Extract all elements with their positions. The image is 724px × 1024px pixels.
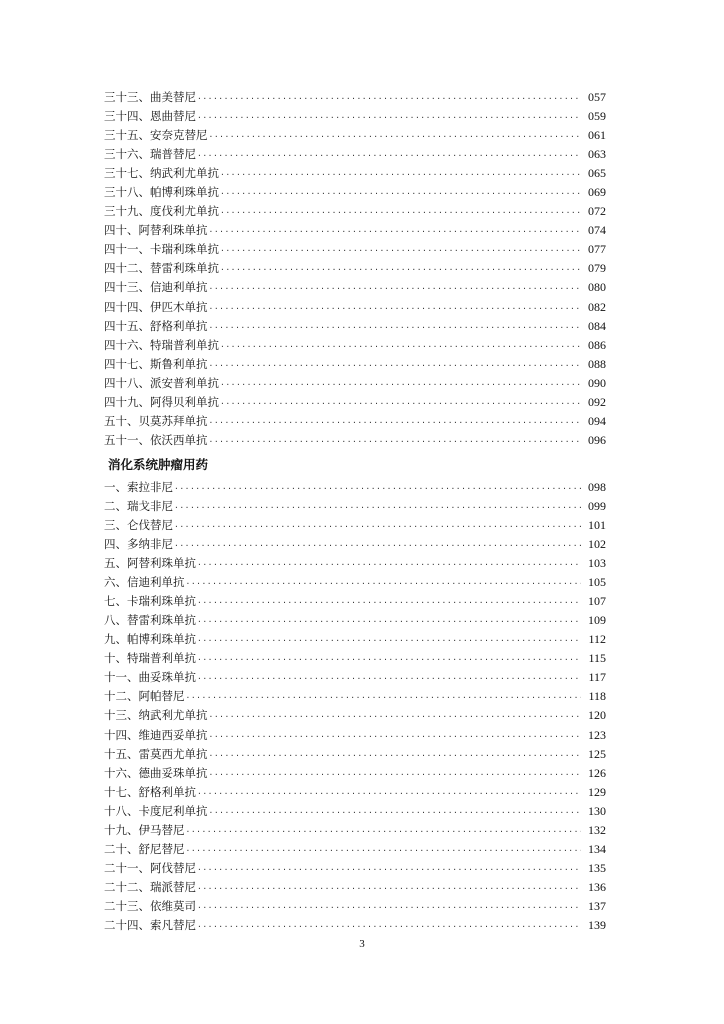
toc-entry[interactable] [104,611,606,630]
toc-entry[interactable] [104,478,606,497]
toc-entry-page: 088 [588,356,606,371]
dot-leader [186,574,582,593]
toc-entry[interactable] [104,298,606,317]
toc-entry[interactable] [104,649,606,668]
dot-leader [220,241,581,260]
toc-entry-title: 四十、阿替利珠单抗 [104,223,208,238]
toc-entry-page: 126 [588,765,606,780]
toc-entry[interactable] [104,821,606,840]
toc-entry-title: 四十九、阿得贝利单抗 [104,394,219,409]
toc-entry[interactable] [104,897,606,916]
toc-entry-title: 三十五、安奈克替尼 [104,128,208,143]
toc-entry-page: 072 [588,204,606,219]
toc-entry[interactable] [104,259,606,278]
dot-leader [209,432,582,451]
toc-entry-title: 十八、卡度尼利单抗 [104,803,208,818]
toc-entry[interactable] [104,630,606,649]
toc-entry-title: 四十五、舒格利单抗 [104,318,208,333]
toc-entry-title: 三十七、纳武利尤单抗 [104,166,219,181]
dot-leader [220,165,581,184]
toc-entry-page: 074 [588,223,606,238]
toc-entry[interactable] [104,355,606,374]
toc-entry-page: 096 [588,432,606,447]
toc-entry-title: 二十三、依维莫司 [104,898,196,913]
dot-leader [197,669,581,688]
toc-entry-page: 094 [588,413,606,428]
toc-entry[interactable] [104,687,606,706]
toc-entry[interactable] [104,126,606,145]
toc-entry[interactable] [104,317,606,336]
toc-entry-page: 132 [588,822,606,837]
dot-leader [174,479,581,498]
toc-entry[interactable] [104,840,606,859]
toc-entry-title: 八、替雷利珠单抗 [104,613,196,628]
toc-entry-title: 十六、德曲妥珠单抗 [104,765,208,780]
toc-entry-title: 九、帕博利珠单抗 [104,632,196,647]
toc-entry[interactable] [104,431,606,450]
dot-leader [174,498,581,517]
toc-entry-page: 107 [588,594,606,609]
toc-entry-page: 103 [588,556,606,571]
toc-entry-page: 139 [588,917,606,932]
toc-entry[interactable] [104,764,606,783]
toc-entry-title: 三十三、曲美替尼 [104,90,196,104]
dot-leader [209,765,582,784]
dot-leader [209,222,582,241]
toc-entry[interactable] [104,393,606,412]
dot-leader [220,184,581,203]
page-number: 3 [359,938,365,950]
toc-entry-page: 065 [588,166,606,181]
dot-leader [209,707,582,726]
toc-entry-title: 五十、贝莫苏拜单抗 [104,413,208,428]
toc-entry-title: 五、阿替利珠单抗 [104,556,196,571]
toc-entry-page: 123 [588,727,606,742]
toc-entry-title: 十九、伊马替尼 [104,822,185,837]
dot-leader [209,318,582,337]
toc-entry[interactable] [104,783,606,802]
toc-entry-page: 077 [588,242,606,257]
section-heading: 消化系统肿瘤用药 [108,456,209,472]
dot-leader [197,612,581,631]
toc-entry[interactable] [104,592,606,611]
toc-entry-page: 057 [588,90,606,104]
toc-entry-page: 082 [588,299,606,314]
toc-entry[interactable] [104,916,606,935]
toc-entry[interactable] [104,516,606,535]
toc-entry[interactable] [104,374,606,393]
toc-entry-page: 115 [588,651,606,666]
toc-entry-page: 109 [588,613,606,628]
toc-entry-title: 十四、维迪西妥单抗 [104,727,208,742]
dot-leader [220,375,581,394]
dot-leader [197,898,581,917]
dot-leader [186,688,582,707]
dot-leader [209,413,582,432]
dot-leader [220,394,581,413]
toc-entry[interactable] [104,535,606,554]
dot-leader [197,784,581,803]
toc-entry-page: 102 [588,537,606,552]
toc-part-2 [104,478,606,935]
toc-entry-title: 三十六、瑞普替尼 [104,147,196,162]
toc-entry[interactable] [104,745,606,764]
toc-entry-page: 137 [588,898,606,913]
toc-entry[interactable] [104,183,606,202]
toc-entry-title: 四十四、伊匹木单抗 [104,299,208,314]
toc-entry-page: 105 [588,575,606,590]
toc-entry-title: 十一、曲妥珠单抗 [104,670,196,685]
toc-entry-page: 061 [588,128,606,143]
toc-entry-title: 三十八、帕博利珠单抗 [104,185,219,200]
dot-leader [174,536,581,555]
dot-leader [220,260,581,279]
toc-entry-page: 099 [588,498,606,513]
toc-entry-page: 098 [588,479,606,494]
toc-entry[interactable] [104,554,606,573]
toc-entry-title: 十二、阿帕替尼 [104,689,185,704]
dot-leader [197,108,581,127]
toc-entry[interactable] [104,145,606,164]
toc-entry-page: 125 [588,746,606,761]
toc-entry-title: 二十四、索凡替尼 [104,917,196,932]
dot-leader [197,650,581,669]
dot-leader [209,727,582,746]
toc-entry-page: 129 [588,784,606,799]
dot-leader [197,860,581,879]
toc-entry-page: 101 [588,517,606,532]
dot-leader [197,89,581,108]
toc-entry-title: 二十、舒尼替尼 [104,841,185,856]
toc-entry[interactable] [104,107,606,126]
toc-entry[interactable] [104,706,606,725]
toc-entry-title: 二、瑞戈非尼 [104,498,173,513]
dot-leader [209,127,582,146]
toc-entry-title: 十五、雷莫西尤单抗 [104,746,208,761]
toc-entry-page: 092 [588,394,606,409]
toc-entry-page: 118 [588,689,606,704]
toc-entry-page: 135 [588,860,606,875]
toc-entry-page: 080 [588,280,606,295]
toc-entry-title: 十三、纳武利尤单抗 [104,708,208,723]
toc-entry[interactable] [104,859,606,878]
toc-entry-title: 十七、舒格利单抗 [104,784,196,799]
toc-entry-page: 084 [588,318,606,333]
dot-leader [197,555,581,574]
toc-entry-title: 一、索拉非尼 [104,479,173,494]
dot-leader [209,803,582,822]
toc-entry-title: 三十九、度伐利尤单抗 [104,204,219,219]
toc-entry-page: 134 [588,841,606,856]
dot-leader [220,203,581,222]
dot-leader [174,517,581,536]
toc-entry-title: 四十六、特瑞普利单抗 [104,337,219,352]
dot-leader [197,879,581,898]
toc-entry-page: 090 [588,375,606,390]
toc-entry-title: 四十二、替雷利珠单抗 [104,261,219,276]
table-of-contents [104,88,606,935]
toc-entry-page: 079 [588,261,606,276]
toc-entry[interactable] [104,878,606,897]
dot-leader [186,841,582,860]
dot-leader [209,299,582,318]
toc-entry[interactable] [104,573,606,592]
toc-entry-page: 130 [588,803,606,818]
toc-entry[interactable] [104,240,606,259]
toc-entry[interactable] [104,164,606,183]
dot-leader [209,279,582,298]
toc-entry[interactable] [104,221,606,240]
toc-entry-page: 112 [588,632,606,647]
dot-leader [220,337,581,356]
toc-entry-title: 三十四、恩曲替尼 [104,109,196,124]
toc-entry[interactable] [104,668,606,687]
toc-entry[interactable] [104,336,606,355]
toc-entry-title: 二十一、阿伐替尼 [104,860,196,875]
toc-entry-page: 086 [588,337,606,352]
toc-entry[interactable] [104,278,606,297]
dot-leader [197,917,581,936]
toc-entry[interactable] [104,88,606,107]
toc-entry-title: 七、卡瑞利珠单抗 [104,594,196,609]
toc-entry[interactable] [104,726,606,745]
toc-entry-title: 三、仑伐替尼 [104,517,173,532]
toc-entry[interactable] [104,802,606,821]
toc-entry-page: 117 [588,670,606,685]
toc-entry-title: 六、信迪利单抗 [104,575,185,590]
toc-entry-page: 059 [588,109,606,124]
toc-entry-title: 十、特瑞普利单抗 [104,651,196,666]
toc-entry[interactable] [104,412,606,431]
toc-entry-page: 069 [588,185,606,200]
dot-leader [209,356,582,375]
toc-entry[interactable] [104,202,606,221]
toc-entry-title: 四十七、斯鲁利单抗 [104,356,208,371]
toc-entry-page: 136 [588,879,606,894]
toc-entry-title: 五十一、依沃西单抗 [104,432,208,447]
toc-entry-title: 四十一、卡瑞利珠单抗 [104,242,219,257]
dot-leader [197,593,581,612]
toc-entry-title: 四、多纳非尼 [104,537,173,552]
toc-part-1 [104,88,606,450]
toc-entry[interactable] [104,497,606,516]
toc-entry-title: 二十二、瑞派替尼 [104,879,196,894]
toc-entry-page: 120 [588,708,606,723]
toc-entry-page: 063 [588,147,606,162]
dot-leader [186,822,582,841]
toc-entry-title: 四十三、信迪利单抗 [104,280,208,295]
toc-entry-title: 四十八、派安普利单抗 [104,375,219,390]
dot-leader [209,746,582,765]
dot-leader [197,631,581,650]
dot-leader [197,146,581,165]
